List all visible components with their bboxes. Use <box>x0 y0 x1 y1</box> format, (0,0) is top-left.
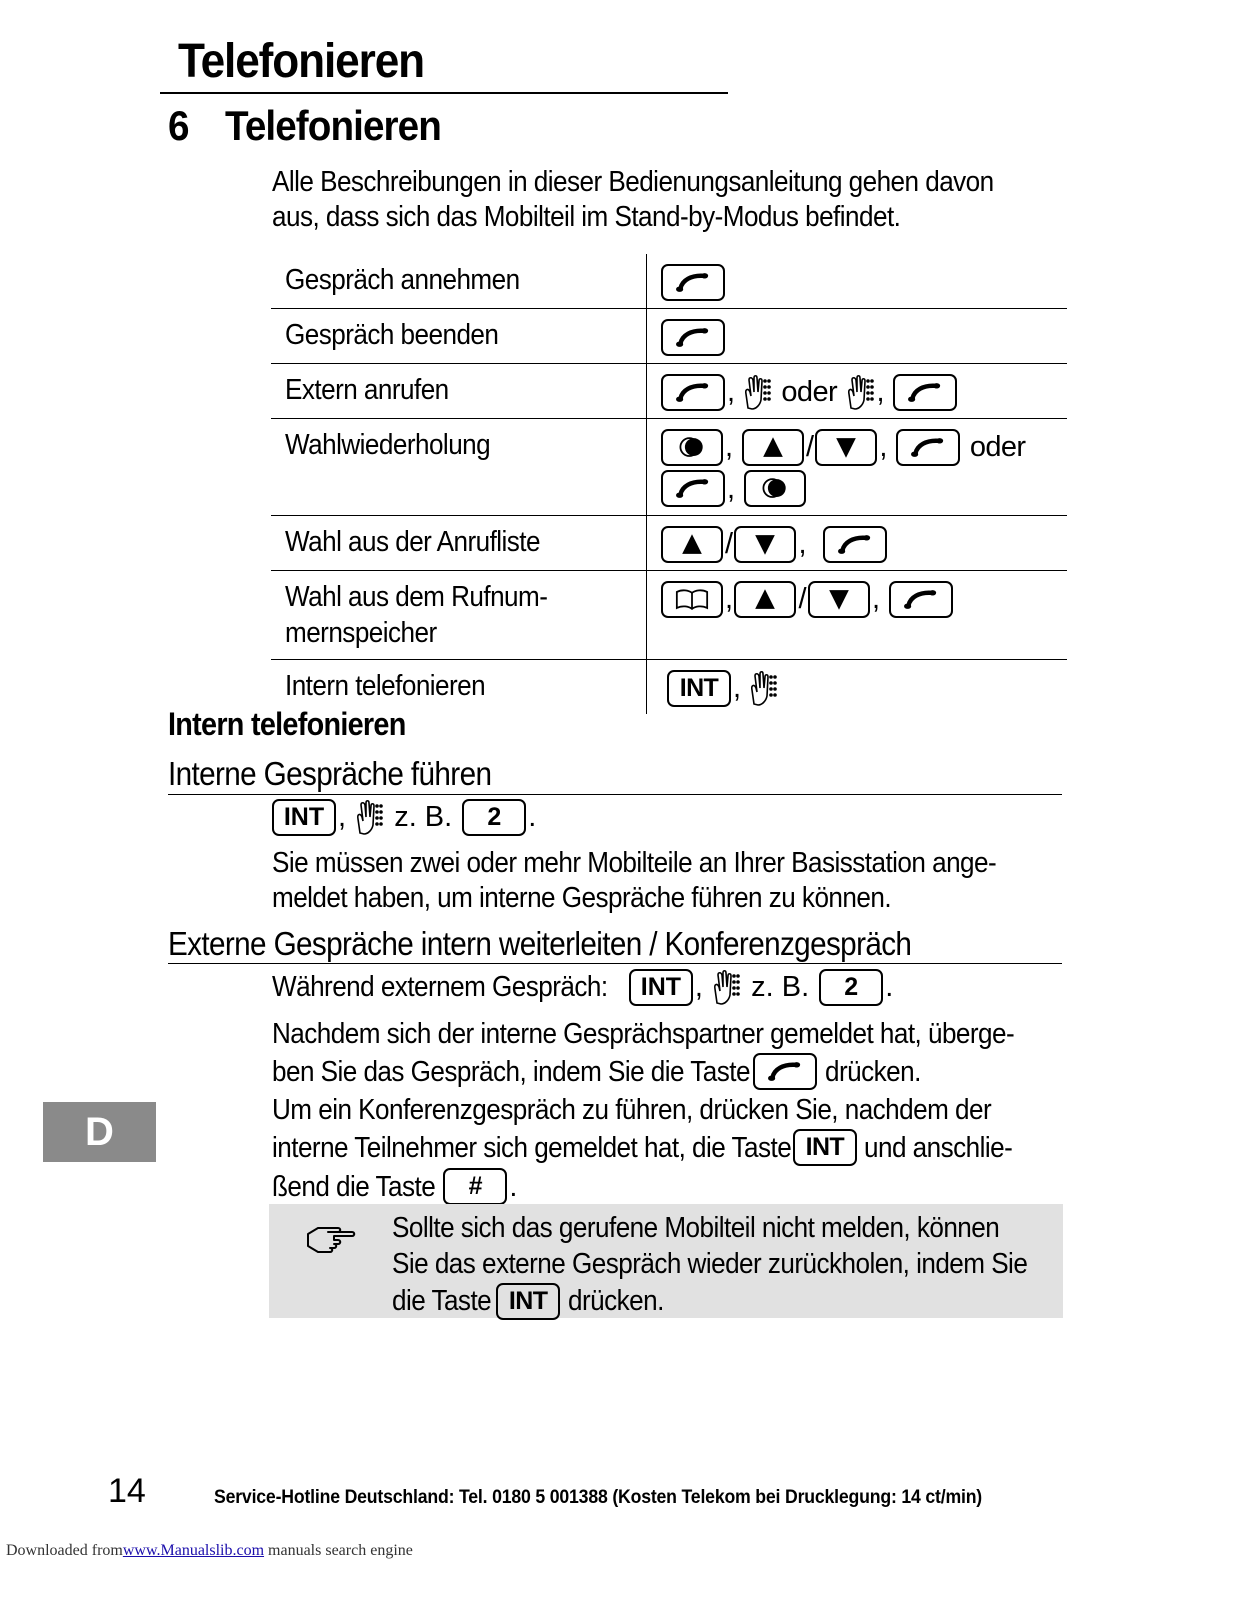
intro-line: Alle Beschreibungen in dieser Bedienungsanleitung gehen davon <box>272 166 994 198</box>
phone-key-icon <box>893 374 957 411</box>
arrow-down-key-icon <box>808 581 870 618</box>
subsection-paragraph: Sie müssen zwei oder mehr Mobilteile an Ihrer Basisstation ange- meldet haben, um interne Gespräche führen zu können. <box>272 847 997 914</box>
row-keys <box>647 254 1068 308</box>
phone-key-icon <box>889 581 953 618</box>
table-row <box>271 363 1067 418</box>
subsection-rule <box>168 963 1062 964</box>
footer-hotline: Service-Hotline Deutschland: Tel. 0180 5 001388 (Kosten Telekom bei Drucklegung: 14 ct/min) <box>214 1487 983 1508</box>
operations-table <box>271 254 1067 714</box>
row-keys: , / , oder , <box>647 419 1068 516</box>
int-key: INT <box>272 799 336 836</box>
row-keys: , oder , <box>647 363 1068 418</box>
page-number: 14 <box>108 1472 146 1510</box>
row-label: Gespräch annehmen <box>271 254 647 308</box>
pointing-hand-icon <box>304 1220 358 1254</box>
keypad-hand-icon <box>744 374 772 410</box>
intro-paragraph <box>272 165 994 235</box>
phone-key-icon <box>896 429 960 466</box>
table-row <box>271 571 1067 660</box>
running-header: Telefonieren <box>178 35 425 88</box>
arrow-up-key-icon <box>734 581 796 618</box>
subsection-title: Interne Gespräche führen <box>168 755 492 792</box>
paragraph: Um ein Konferenzgespräch zu führen, drücken Sie, nachdem der interne Teilnehmer sich gemeldet hat, die Taste INT und anschlie- ßend die Taste # . <box>272 1091 1071 1206</box>
subsection-keys: INT , z. B. 2 . <box>272 797 538 837</box>
table-row <box>271 515 1067 570</box>
arrow-up-key-icon <box>742 429 804 466</box>
header-rule <box>160 92 728 94</box>
digit-2-key: 2 <box>819 969 883 1006</box>
int-key: INT <box>496 1283 560 1320</box>
redial-key-icon <box>661 429 723 466</box>
paragraph: Nachdem sich der interne Gesprächspartner gemeldet hat, überge- ben Sie das Gespräch, indem Sie die Taste drücken. <box>272 1015 1097 1091</box>
phonebook-key-icon <box>661 581 723 618</box>
row-keys <box>647 308 1068 363</box>
row-label: Wahlwiederholung <box>271 419 647 516</box>
chapter-number: 6 <box>168 102 189 149</box>
keypad-hand-icon <box>750 670 778 706</box>
arrow-down-key-icon <box>815 429 877 466</box>
table-row <box>271 419 1067 516</box>
language-tab: D <box>43 1102 156 1162</box>
phone-key-icon <box>753 1053 817 1090</box>
example-text: z. B. <box>751 971 810 1004</box>
row-keys: / , <box>647 515 1068 570</box>
row-label: Intern telefonieren <box>271 660 647 715</box>
table-row <box>271 254 1067 308</box>
row-keys: INT , <box>647 660 1068 715</box>
keypad-hand-icon <box>713 969 741 1005</box>
phone-key-icon <box>661 264 725 301</box>
subsection-rule <box>168 794 1062 795</box>
chapter-title <box>168 102 441 150</box>
redial-key-icon <box>744 470 806 507</box>
oder-text: oder <box>969 431 1026 464</box>
download-notice: Downloaded fromwww.Manualslib.com manuals search engine <box>6 1542 413 1559</box>
keypad-hand-icon <box>847 374 875 410</box>
note-text: Sollte sich das gerufene Mobilteil nicht melden, können Sie das externe Gespräch wieder zurückholen, indem Sie die Taste INT drücken. <box>392 1210 1098 1321</box>
row-label: Wahl aus der Anrufliste <box>271 515 647 570</box>
int-key: INT <box>793 1129 857 1166</box>
digit-2-key: 2 <box>462 799 526 836</box>
arrow-up-key-icon <box>661 526 723 563</box>
oder-text: oder <box>781 376 838 409</box>
subsection-title: Externe Gespräche intern weiterleiten / Konferenzgespräch <box>168 925 912 962</box>
intro-line: aus, dass sich das Mobilteil im Stand-by-Modus befindet. <box>272 201 901 233</box>
row-label: Extern anrufen <box>271 363 647 418</box>
phone-key-icon <box>823 526 887 563</box>
hash-key: # <box>443 1168 507 1205</box>
phone-key-icon <box>661 470 725 507</box>
int-key: INT <box>629 969 693 1006</box>
chapter-title-text: Telefonieren <box>225 102 441 149</box>
row-label: Gespräch beenden <box>271 308 647 363</box>
keypad-hand-icon <box>356 799 384 835</box>
phone-key-icon <box>661 374 725 411</box>
manualslib-link[interactable]: www.Manualslib.com <box>122 1542 265 1559</box>
int-key: INT <box>667 670 731 707</box>
section-heading: Intern telefonieren <box>168 706 406 742</box>
example-text: z. B. <box>394 801 453 834</box>
row-keys: , / , <box>647 571 1068 660</box>
table-row <box>271 308 1067 363</box>
arrow-down-key-icon <box>734 526 796 563</box>
row-label: Wahl aus dem Rufnum- mernspeicher <box>271 571 647 660</box>
subsection-keys: Während externem Gespräch: INT , z. B. 2 . <box>272 967 895 1007</box>
phone-key-icon <box>661 319 725 356</box>
